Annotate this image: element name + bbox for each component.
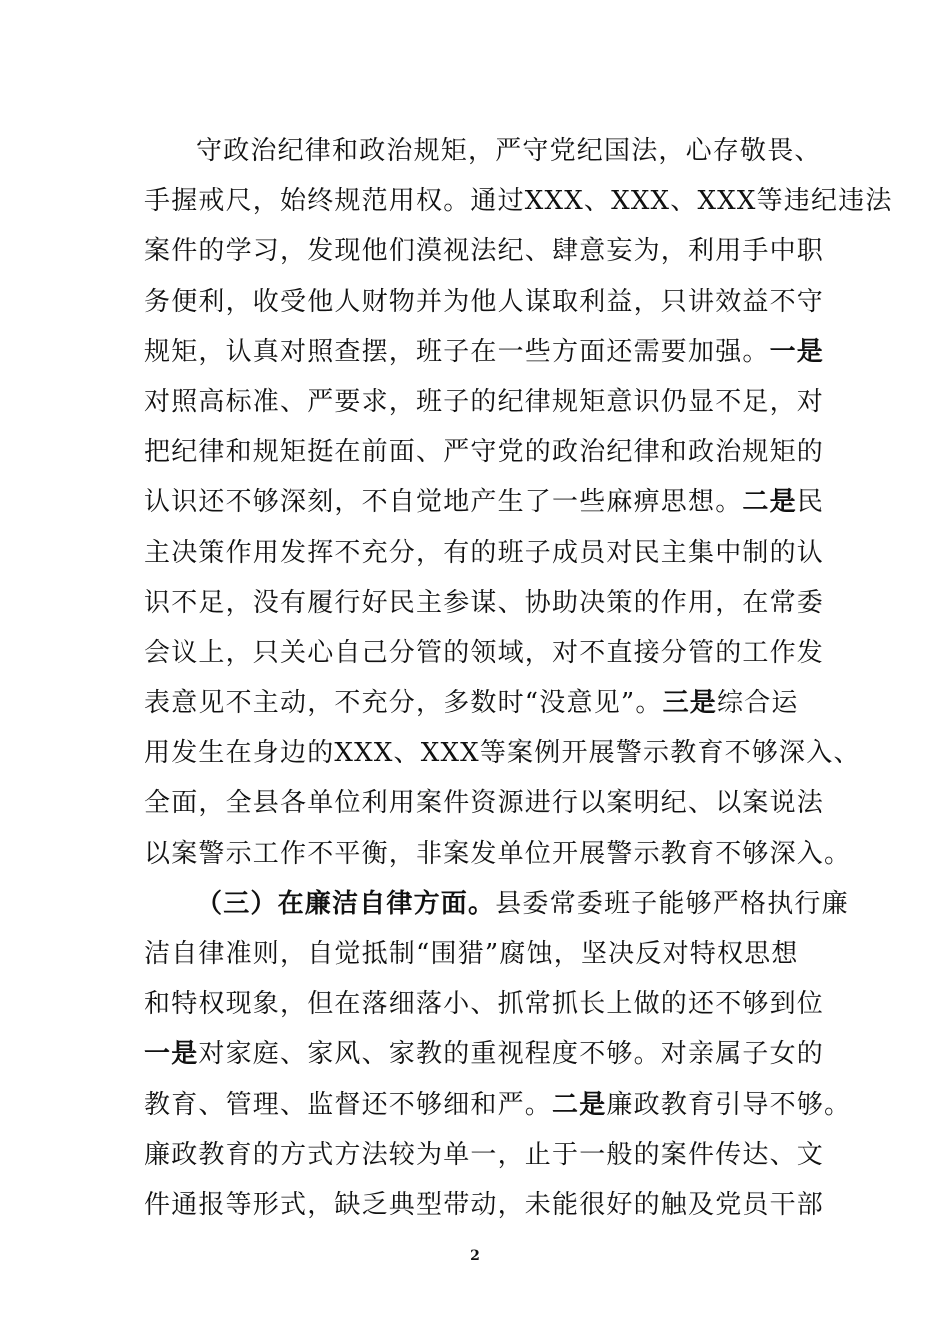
text-line: 对照高标准、严要求，班子的纪律规矩意识仍显不足，对 [144,386,825,417]
line-text: 规矩，认真对照查摆，班子在一些方面还需要加强。 [144,336,770,367]
text-line [144,678,810,728]
line-text: 表意见不主动，不充分，多数时“没意见”。 [144,688,663,719]
body-text [144,126,893,1230]
text-line [144,879,849,929]
text-line: 件通报等形式，缺乏典型带动，未能很好的触及党员干部 [144,1189,825,1220]
bold-marker: 三是 [662,688,717,719]
text-line: 守政治纪律和政治规矩，严守党纪国法，心存敬畏、 [196,136,822,166]
line-text: 教育、管理、监督还不够细和严。 [144,1089,553,1120]
text-line: 会议上，只关心自己分管的领域，对不直接分管的工作发 [144,637,825,668]
line-tail: 县委常委班子能够严格执行廉 [495,888,849,919]
text-line: 把纪律和规矩挺在前面、严守党的政治纪律和政治规矩的 [144,437,825,468]
text-line [144,327,825,377]
text-line: 案件的学习，发现他们漠视法纪、肆意妄为，利用手中职 [144,236,825,267]
text-line: 和特权现象，但在落细落小、抓常抓长上做的还不够到位 [144,989,825,1020]
text-line: 识不足，没有履行好民主参谋、协助决策的作用，在常委 [144,587,825,618]
bold-marker: 二是 [552,1089,607,1120]
line-tail: 综合运 [717,688,799,719]
line-text: 对家庭、家风、家教的重视程度不够。对亲属子女的 [198,1039,825,1070]
text-line: 手握戒尺，始终规范用权。通过XXX、XXX、XXX等违纪违法 [144,186,893,217]
page-number: 2 [470,1248,480,1264]
line-tail: 廉政教育引导不够。 [606,1089,852,1120]
text-line: 廉政教育的方式方法较为单一，止于一般的案件传达、文 [144,1139,825,1170]
text-line [144,1029,825,1079]
text-line: 洁自律准则，自觉抵制“围猎”腐蚀，坚决反对特权思想 [144,939,799,969]
bold-marker: 一是 [144,1039,199,1070]
text-line [144,1080,852,1130]
text-line: 务便利，收受他人财物并为他人谋取利益，只讲效益不守 [144,286,825,317]
section-heading: （三）在廉洁自律方面。 [196,888,496,919]
text-line: 以案警示工作不平衡，非案发单位开展警示教育不够深入。 [144,838,852,869]
text-line: 主决策作用发挥不充分，有的班子成员对民主集中制的认 [144,537,825,568]
bold-marker: 二是 [742,487,797,518]
text-line [144,477,825,527]
text-line: 用发生在身边的XXX、XXX等案例开展警示教育不够深入、 [144,738,861,769]
bold-marker: 一是 [769,336,825,367]
text-line: 全面，全县各单位利用案件资源进行以案明纪、以案说法 [144,788,825,819]
line-tail: 民 [796,487,825,518]
line-text: 认识还不够深刻，不自觉地产生了一些麻痹思想。 [144,487,743,518]
